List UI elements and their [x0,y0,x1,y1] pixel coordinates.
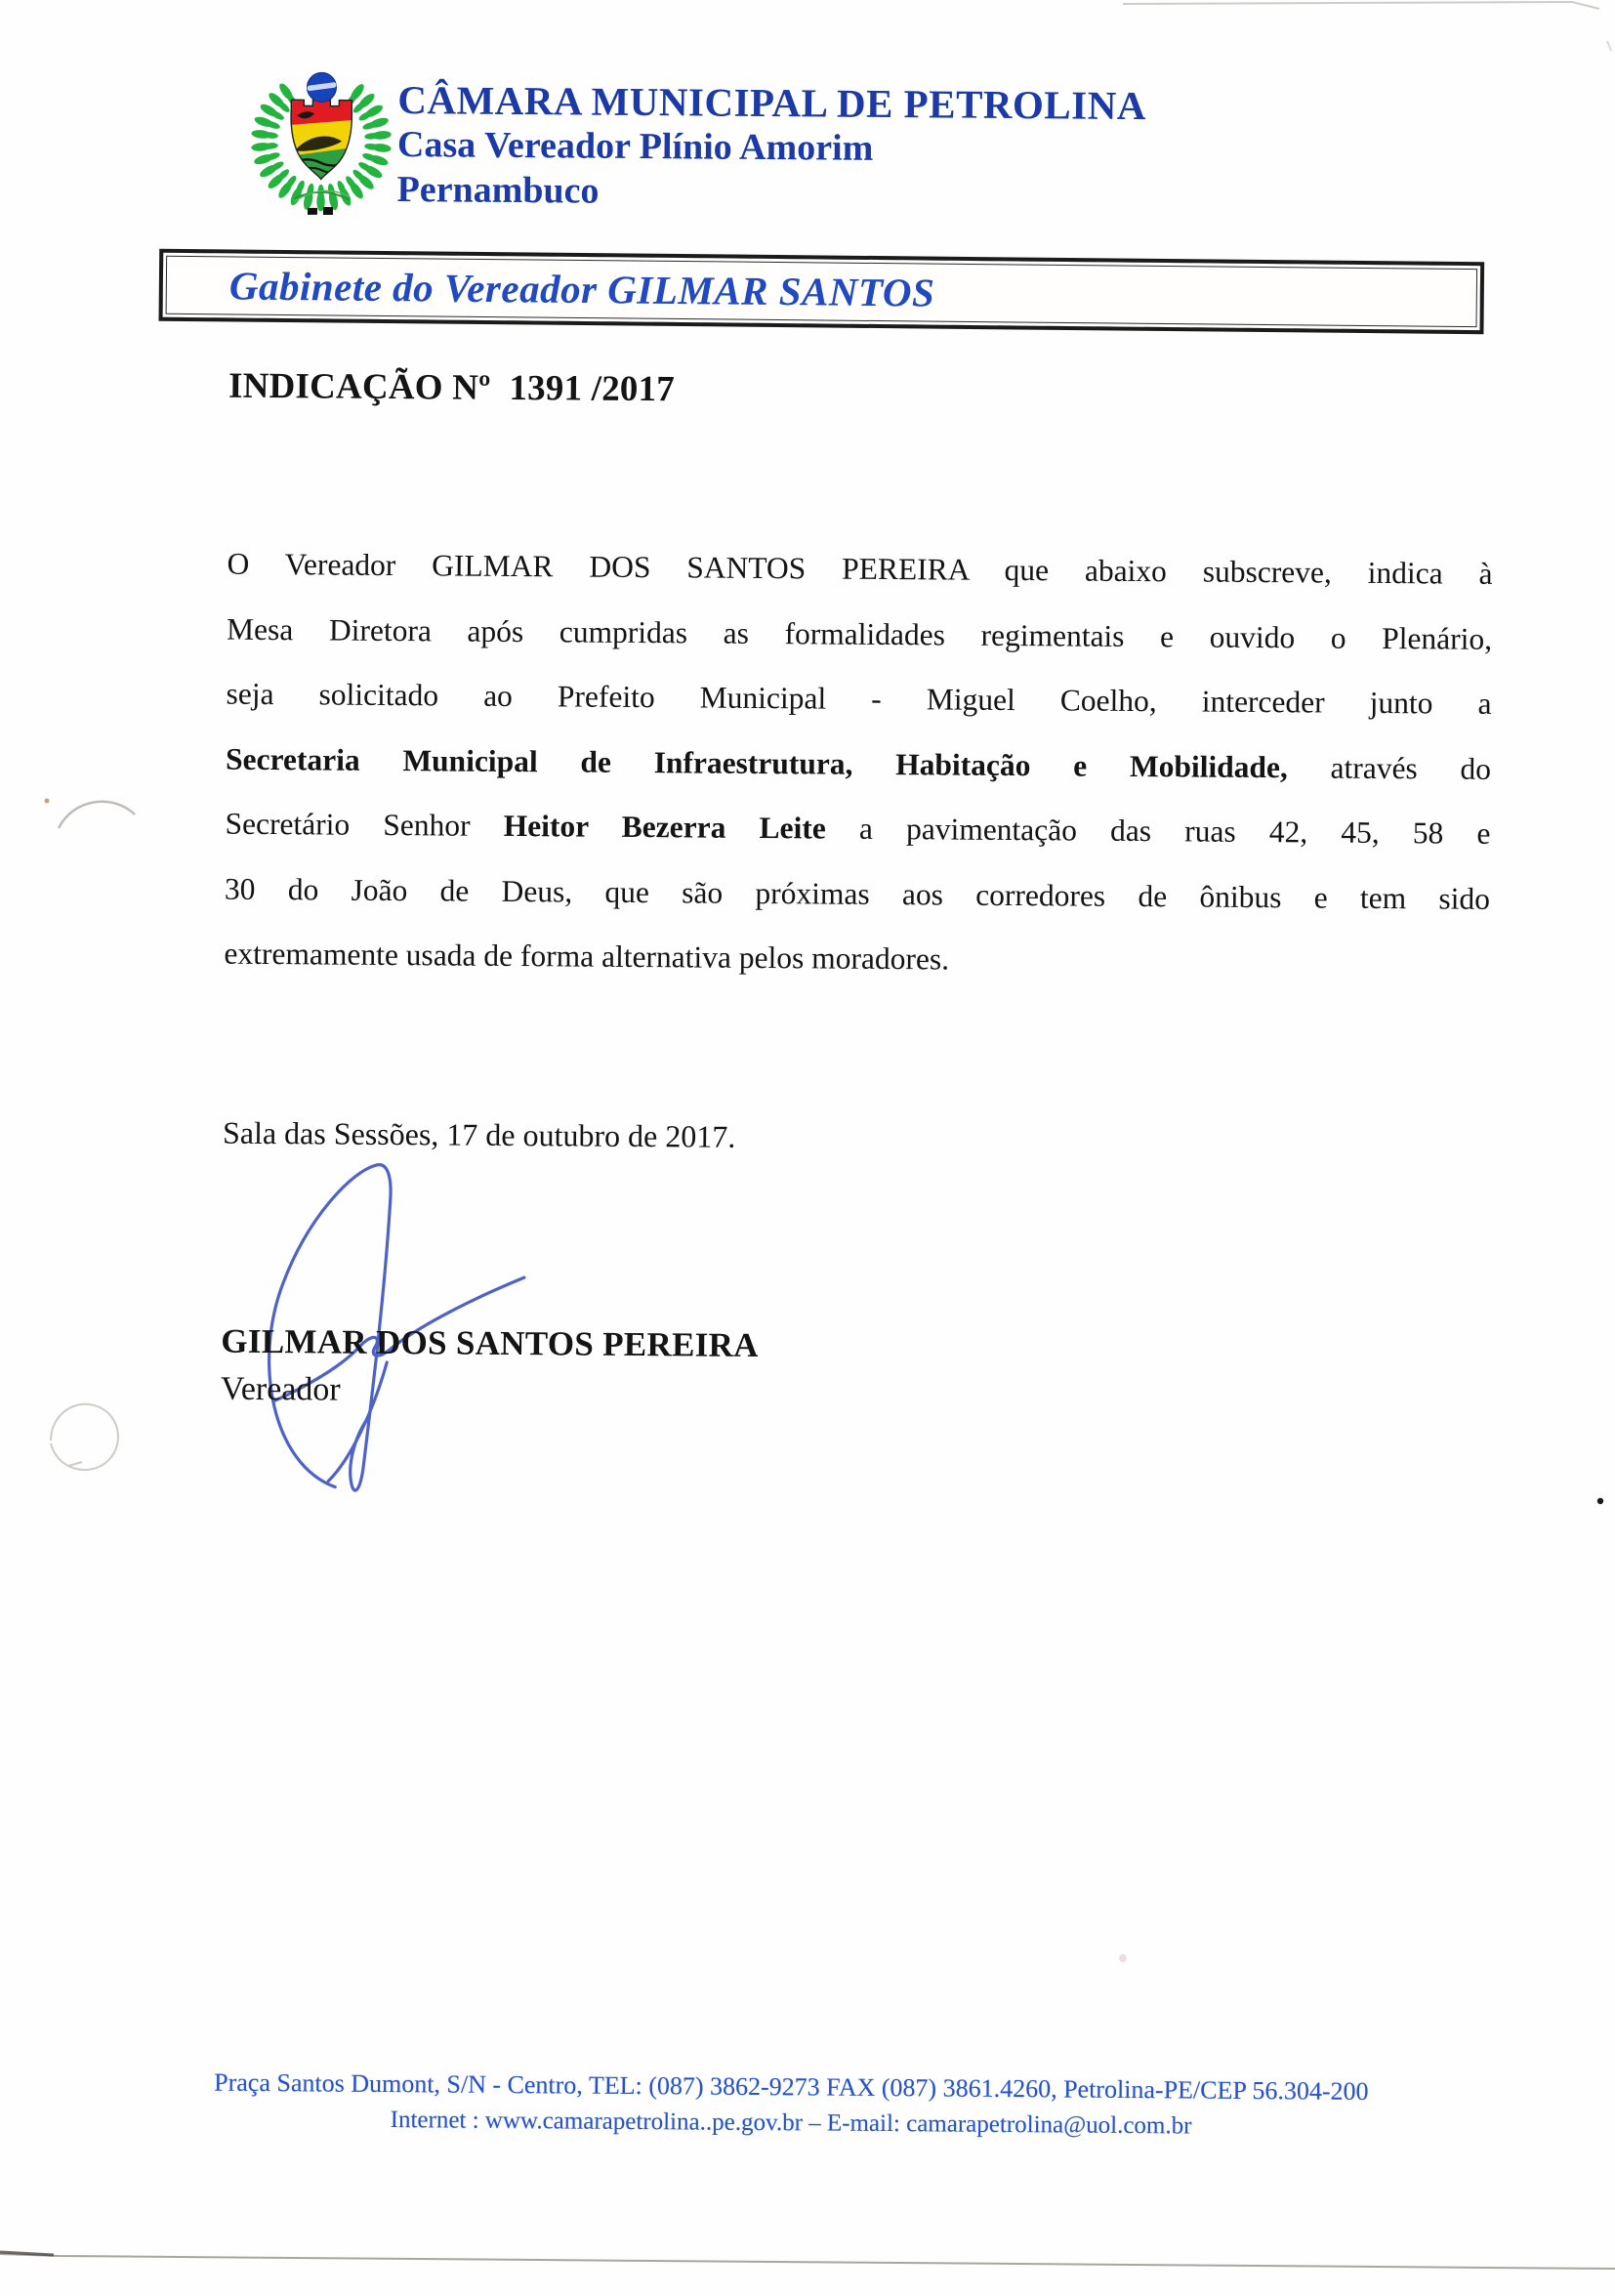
org-subtitle: Casa Vereador Plínio Amorim [396,124,874,169]
signer-role: Vereador [220,1370,341,1408]
document-title: INDICAÇÃO Nº 1391 /2017 [228,365,676,410]
org-state: Pernambuco [396,169,600,212]
footer-contacts: Internet : www.camarapetrolina..pe.gov.br – E-mail: camarapetrolina@uol.com.br [390,2107,1192,2140]
cabinet-banner-text: Gabinete do Vereador GILMAR SANTOS [228,263,935,315]
org-name: CÂMARA MUNICIPAL DE PETROLINA [397,77,1147,129]
footer [0,2063,1599,2148]
body-paragraph [224,532,1493,997]
body-line: Secretário Senhor Heitor Bezerra Leite a pavimentação das ruas 42, 45, 58 e [225,806,1491,851]
letterhead [396,77,1146,218]
footer-address: Praça Santos Dumont, S/N - Centro, TEL: (087) 3862-9273 FAX (087) 3861.4260, Petrolina-PE/CEP 56.304-200 [214,2067,1369,2106]
cabinet-banner [159,249,1485,334]
body-line: Mesa Diretora após cumpridas as formalidades regimentais e ouvido o Plenário, [226,611,1493,656]
body-line: O Vereador GILMAR DOS SANTOS PEREIRA que abaixo subscreve, indica à [227,546,1493,591]
body-line: seja solicitado ao Prefeito Municipal - Miguel Coelho, interceder junto a [226,676,1492,721]
signer-name: GILMAR DOS SANTOS PEREIRA [221,1321,759,1364]
date-line: Sala das Sessões, 17 de outubro de 2017. [222,1114,736,1154]
body-line: extremamente usada de forma alternativa pelos moradores. [224,936,950,977]
body-line: 30 do João de Deus, que são próximas aos corredores de ônibus e tem sido [224,871,1491,916]
body-line: Secretaria Municipal de Infraestrutura, Habitação e Mobilidade, através do [225,741,1492,786]
coat-of-arms-icon [232,63,409,220]
